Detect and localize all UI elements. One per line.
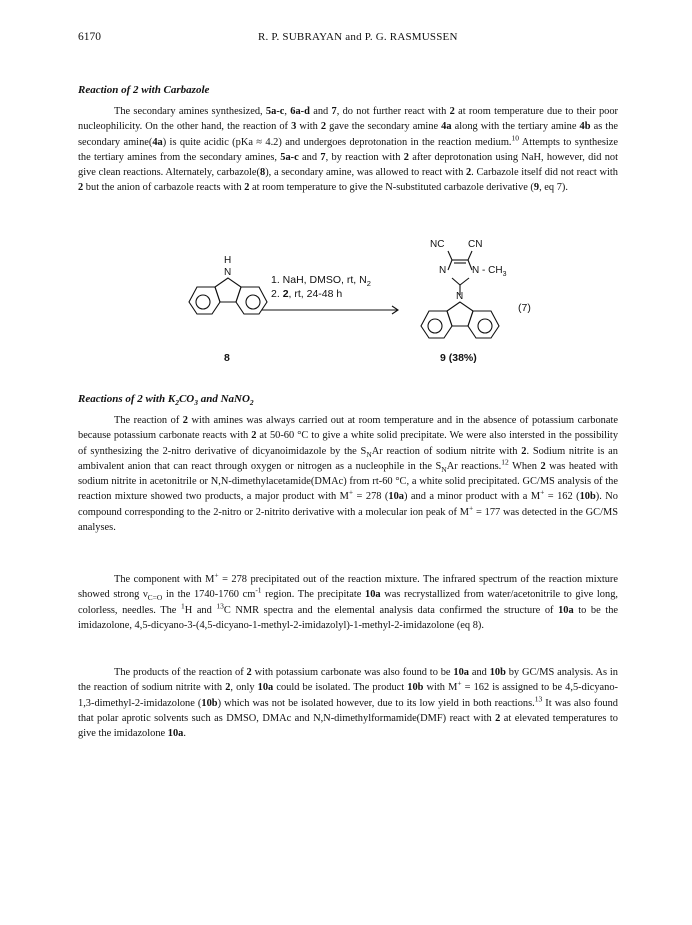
imidazole-bond-3 xyxy=(448,260,452,270)
atom-n-carbazole-9: N xyxy=(456,291,464,302)
carbazole-9-right-ring xyxy=(468,311,499,338)
reaction-scheme xyxy=(130,236,570,376)
nitrile-bond-left xyxy=(448,251,452,260)
paragraph-carbonate: The products of the reaction of 2 with potassium carbonate was also found to be 10a and 10b by GC/MS analysis. As in the reaction of sodium nitrite with 2, only 10a could be isolated. The product 10b with M+ = 162 is assigned to be 4,5-dicyano-1,3-dimethyl-2-imidazolone (10b) which was not be isolated however, due to its low yield in both reactions.$^{13}$ It was also found that polar aprotic solvents such as DMSO, DMAc and N,N-dimethylformamide(DMF) react with 2 at elevated temperatures to give the imidazolone 10a. xyxy=(78,667,619,740)
carbazole-9-right-aromatic xyxy=(478,319,492,333)
nitrile-bond-right xyxy=(468,251,472,260)
imidazole-bond-2 xyxy=(460,278,469,285)
condition-step-1: 1. NaH, DMSO, rt, $N_2$ xyxy=(271,274,371,289)
scheme-drawing xyxy=(130,236,570,376)
atom-n-8: N xyxy=(224,267,232,278)
atom-cn: CN xyxy=(468,239,483,250)
atom-nc: NC xyxy=(430,239,445,250)
carbazole-8-left-ring xyxy=(189,287,220,314)
compound-label-8: 8 xyxy=(224,352,230,364)
carbazole-9-left-aromatic xyxy=(428,319,442,333)
condition-step-2: 2. 2, rt, 24-48 h xyxy=(271,288,343,300)
paragraph-infrared: The component with M+ = 278 precipitated out of the reaction mixture. The infrared spectrum of the reaction mixture showed strong $\nu_{C=O}$ in the 1740-1760 $cm^{-1}$ region. The precipitate 10a was recrystallized from water/acetonitrile to give long, colorless, needles. The $^1$H and $^{13}$C NMR spectra and the elemental analysis data confirmed the structure of 10a to be the imidazolone, 4,5-dicyano-3-(4,5-dicyano-1-methyl-2-imidazolyl)-1-methyl-2-imidazolone (eq 8). xyxy=(78,570,619,631)
paragraph-carbazole: The secondary amines synthesized, 5a-c, 6a-d and 7, do not further react with 2 at room temperature due to their poor nucleophilicity. On the other hand, the reaction of 3 with 2 gave the secondary amine 4a along with the tertiary amine 4b as the secondary amine(4a) is quite acidic (pKa ≈ 4.2) and undergoes deprotonation in the reaction medium.$^{10}$ Attempts to synthesize the tertiary amines from the secondary amines, 5a-c and 7, by reaction with 2 after deprotonation using NaH, however, did not give clean reactions. Alternately, carbazole(8), a secondary amine, was allowed to react with 2. Carbazole itself did not react with 2 but the anion of carbazole reacts with 2 at room temperature to give the N-substituted carbazole derivative (9, eq 7). xyxy=(78,106,619,194)
running-head: R. P. SUBRAYAN and P. G. RASMUSSEN xyxy=(258,31,458,43)
atom-n-methyl: N - $CH_3$ xyxy=(472,265,507,278)
atom-h-8: H xyxy=(224,255,232,266)
paragraph-nitrite: The reaction of 2 with amines was always carried out at room temperature and in the absence of potassium carbonate because potassium carbonate reacts with 2 at 50-60 °C to give a white solid precipitate. We were also intersted in the possibility of synthesizing the 2-nitro derivative of dicyanoimidazole by the $S_NAr$ reaction of sodium nitrite with 2. Sodium nitrite is an ambivalent anion that can react through oxygen or nitrogen as a nucleophile in the $S_NAr$ reactions.$^{12}$ When 2 was heated with sodium nitrite in acetonitrile or N,N-dimethylacetamide(DMAc) from rt-60 °C, a white solid precipitated. GC/MS analysis of the reaction mixture showed two products, a major product with M+ = 278 (10a) and a minor product with a M+ = 162 (10b). No compound corresponding to the 2-nitro or 2-nitrito derivative with a molecular ion peak of M+ = 177 was detected in the GC/MS analyses. xyxy=(78,415,619,534)
compound-label-9: 9 (38%) xyxy=(440,352,477,364)
equation-number-7: (7) xyxy=(518,302,531,314)
imidazole-bond-1 xyxy=(452,278,460,285)
carbazole-8-left-aromatic xyxy=(196,295,210,309)
page-number: 6170 xyxy=(78,31,101,43)
carbazole-9-left-ring xyxy=(421,311,452,338)
atom-n-imidazole: N xyxy=(439,265,447,276)
section-heading-k2co3: Reactions of 2 with $K_2CO_3$ and NaNO$_2$ xyxy=(78,393,254,408)
carbazole-8-right-aromatic xyxy=(246,295,260,309)
section-heading-carbazole: Reaction of 2 with Carbazole xyxy=(78,84,210,96)
